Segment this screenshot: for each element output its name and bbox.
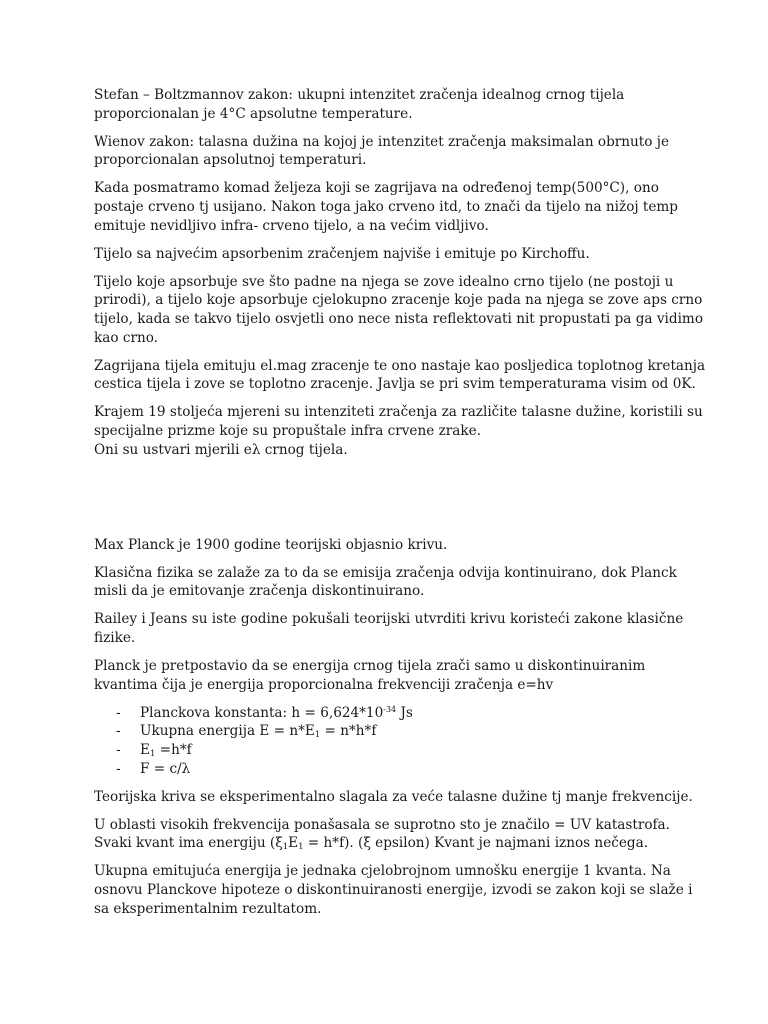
subscript: 1	[282, 842, 289, 853]
subscript: 1	[149, 748, 156, 759]
paragraph-final	[94, 862, 693, 918]
total-energy-text: Ukupna energija E = n*E	[140, 723, 315, 740]
text-line: misli da je emitovanje zračenja diskontinuirano.	[94, 583, 425, 600]
paragraph-thermal-radiation	[94, 357, 706, 394]
e1-rest: =h*f	[155, 741, 192, 758]
text-line: Max Planck je 1900 godine teorijski objasnio krivu.	[94, 536, 448, 553]
text-line: Planck je pretpostavio da se energija crnog tijela zrači samo u diskontinuiranim	[94, 658, 646, 675]
paragraph-stefan-boltzmann	[94, 86, 678, 123]
paragraph-wien	[94, 133, 678, 170]
planck-section	[94, 536, 693, 919]
text-line: Oni su ustvari mjerili eλ crnog tijela.	[94, 441, 348, 458]
paragraph-history	[94, 403, 703, 459]
paragraph-black-body	[94, 273, 703, 347]
subscript: 1	[298, 842, 304, 853]
text-line: emituje nevidljivo infra- crveno tijelo, a na većim vidljivo.	[94, 217, 489, 234]
formula-list	[94, 704, 678, 778]
total-energy-rest: = n*h*f	[320, 723, 377, 740]
list-item-total-energy	[94, 722, 678, 741]
text-line: kvantima čija je energija proporcionalna frekvenciji zračenja e=hv	[94, 676, 554, 693]
list-item-planck-constant	[94, 704, 678, 723]
text-fragment: = h*f). (ξ epsilon) Kvant je najmani iznos nečega.	[303, 835, 649, 852]
text-line: prirodi), a tijelo koje apsorbuje cjelokupno zracenje koje pada na njega se zove aps crno	[94, 292, 703, 309]
text-line: Teorijska kriva se eksperimentalno slagala za veće talasne dužine tj manje frekvencije.	[94, 788, 693, 805]
paragraph-kirchhoff	[94, 245, 678, 264]
list-dash: -	[116, 760, 121, 777]
frequency-text: F = c/λ	[140, 760, 191, 777]
top-section	[94, 86, 706, 459]
paragraph-iron-heating	[94, 179, 678, 235]
paragraph-uv-catastrophe	[94, 816, 678, 853]
list-dash: -	[116, 741, 121, 758]
e1-symbol: E	[140, 741, 150, 758]
text-fragment: E	[288, 835, 299, 852]
list-item-frequency	[94, 760, 678, 779]
paragraph-quanta	[94, 657, 678, 694]
blank-space	[94, 469, 678, 536]
text-line: tijelo, kada se takvo tijelo osvjetli ono nece nista reflektovati nit propustati pa ga vidimo	[94, 310, 703, 327]
planck-constant-text: Planckova konstanta: h = 6,624*10	[140, 704, 384, 721]
subscript: 1	[314, 730, 321, 741]
paragraph-classical-physics	[94, 564, 678, 601]
text-line: Klasična fizika se zalaže za to da se emisija zračenja odvija kontinuirano, dok Planck	[94, 564, 677, 581]
text-line: Railey i Jeans su iste godine pokušali teorijski utvrditi krivu koristeći zakone klasične	[94, 611, 684, 628]
text-line: cestica tijela i zove se toplotno zracenje. Javlja se pri svim temperaturama visim od 0K.	[94, 376, 696, 393]
text-line: Krajem 19 stoljeća mjereni su intenziteti zračenja za različite talasne dužine, koristili su	[94, 404, 703, 421]
text-line: sa eksperimentalnim rezultatom.	[94, 900, 322, 917]
unit: Js	[396, 704, 413, 721]
exponent: -34	[383, 704, 397, 714]
text-fragment: Svaki kvant ima energiju (ξ	[94, 835, 283, 852]
text-line: osnovu Planckove hipoteze o diskontinuiranosti energije, izvodi se zakon koji se slaže i	[94, 882, 693, 898]
text-line: proporcionalan apsolutnoj temperaturi.	[94, 152, 367, 169]
text-line: Wienov zakon: talasna dužina na kojoj je intenzitet zračenja maksimalan obrnuto je	[94, 133, 670, 150]
text-line: Zagrijana tijela emituju el.mag zracenje te ono nastaje kao posljedica toplotnog kretanja	[94, 357, 706, 374]
text-line: Tijelo sa najvećim apsorbenim zračenjem najviše i emituje po Kirchoffu.	[94, 245, 590, 262]
text-line: U oblasti visokih frekvencija ponašasala se suprotno sto je značilo = UV katastrofa.	[94, 816, 670, 833]
text-line: Kada posmatramo komad željeza koji se zagrijava na određenoj temp(500°C), ono	[94, 180, 659, 197]
paragraph-planck-1900	[94, 536, 678, 555]
text-line: kao crno.	[94, 329, 158, 346]
text-line	[94, 834, 678, 853]
paragraph-experimental	[94, 788, 693, 807]
text-line: postaje crveno tj usijano. Nakon toga jako crveno itd, to znači da tijelo na nižoj temp	[94, 198, 679, 215]
list-dash: -	[116, 723, 121, 740]
text-line: proporcionalan je 4°C apsolutne temperature.	[94, 105, 413, 122]
text-line: fizike.	[94, 629, 136, 646]
paragraph-rayleigh-jeans	[94, 610, 684, 647]
text-line: Tijelo koje apsorbuje sve što padne na njega se zove idealno crno tijelo (ne postoji u	[94, 273, 674, 290]
list-item-e1	[94, 741, 678, 760]
list-dash: -	[116, 704, 121, 721]
text-line: specijalne prizme koje su propuštale infra crvene zrake.	[94, 422, 481, 439]
text-line: Stefan – Boltzmannov zakon: ukupni intenzitet zračenja idealnog crnog tijela	[94, 87, 625, 103]
text-line: Ukupna emitujuća energija je jednaka cjelobrojnom umnošku energije 1 kvanta. Na	[94, 863, 671, 880]
